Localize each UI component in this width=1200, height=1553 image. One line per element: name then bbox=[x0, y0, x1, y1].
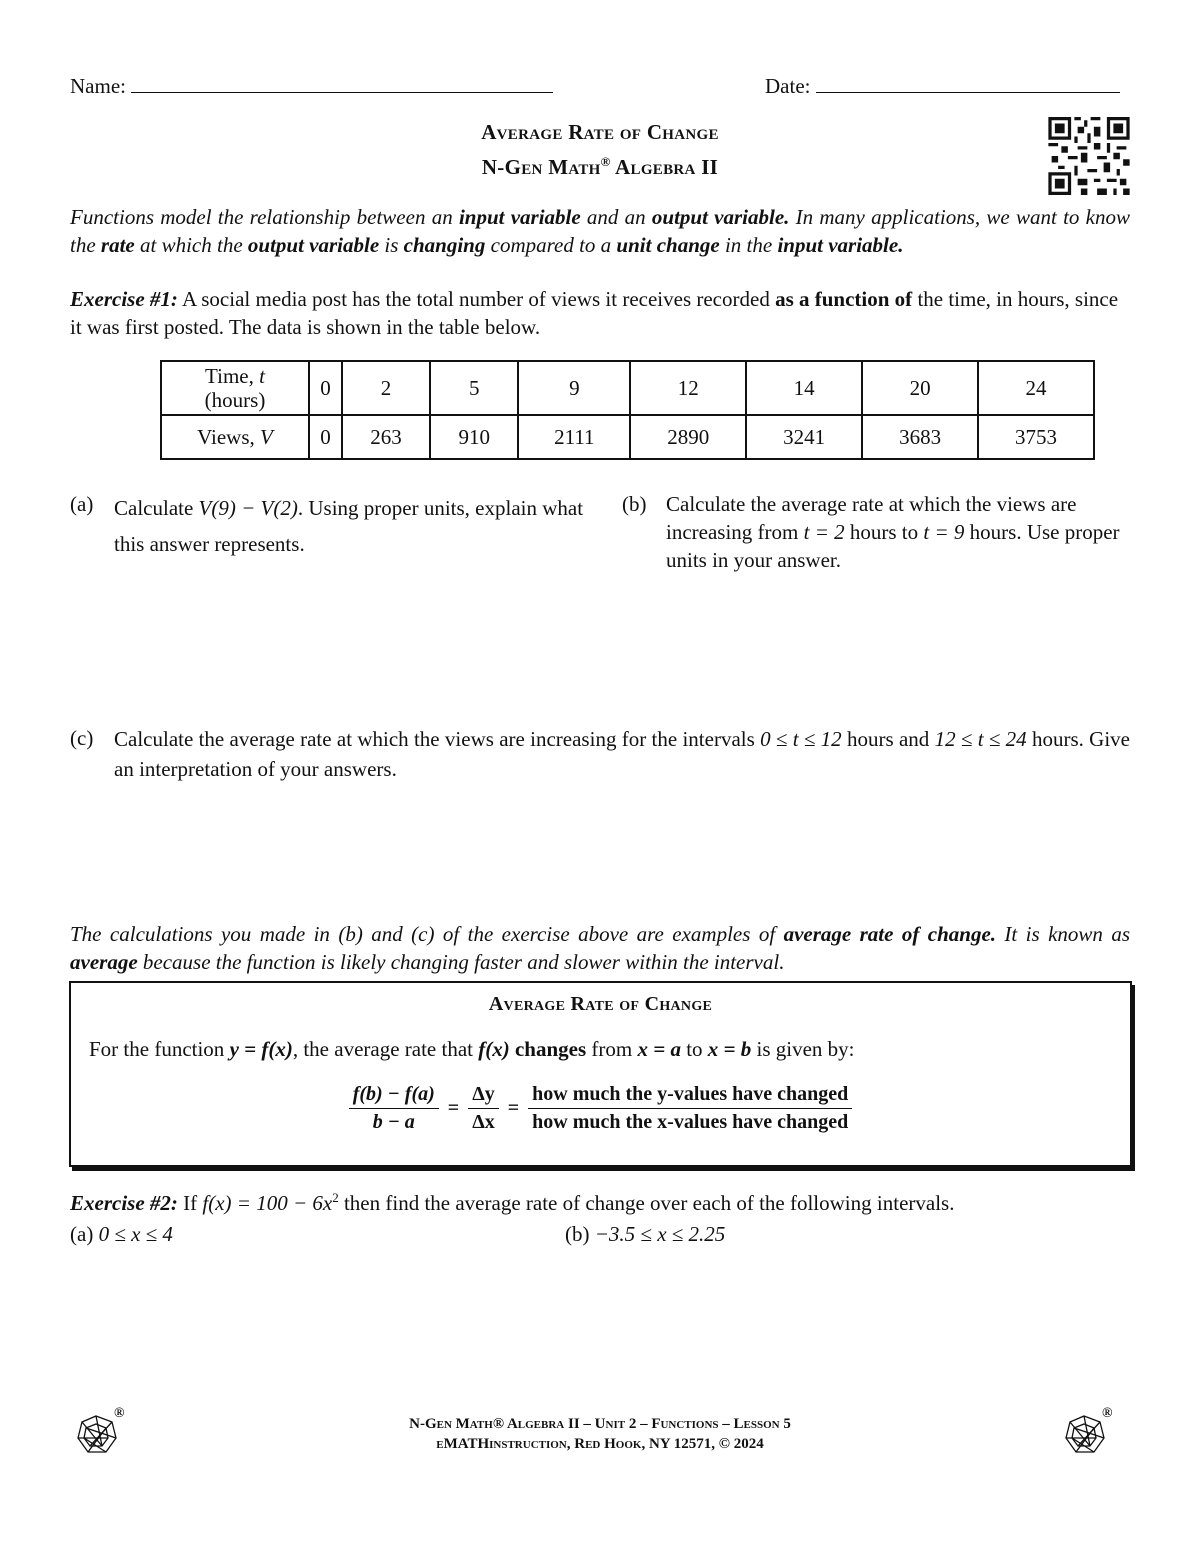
part-a-text: Calculate V(9) − V(2). Using proper units, explain what this answer represents. bbox=[114, 496, 584, 556]
table-header-time: Time, t (hours) bbox=[161, 361, 309, 415]
footer-line2: eMATHinstruction, Red Hook, NY 12571, © 2024 bbox=[436, 1436, 764, 1452]
table-cell: 2 bbox=[342, 361, 430, 415]
table-cell: 2111 bbox=[518, 415, 630, 459]
exercise1-label: Exercise #1: bbox=[70, 287, 178, 311]
formula-fraction-1: $\frac{f(b) - f(a)}{b - a}$ bbox=[349, 1083, 439, 1134]
intro-paragraph: Functions model the relationship between an input variable and an output variable. In many applications, we want to know the rate at which the output variable is changing compared to a unit change in the input variable. bbox=[70, 205, 1130, 257]
definition-formula: $\frac{f(b) - f(a)}{b - a}$ = $\frac{\Delta y}{\Delta x}$ = $\frac{\text{how much the y-values have changed}}{\text{how much the x-values have changed}}$ bbox=[71, 1083, 1130, 1134]
qr-code-icon bbox=[1048, 117, 1130, 195]
logo-registered-left: ® bbox=[114, 1406, 125, 1421]
name-label: Name: bbox=[70, 74, 126, 98]
date-label: Date: bbox=[765, 74, 811, 98]
footer bbox=[300, 1414, 900, 1454]
table-cell: 3683 bbox=[862, 415, 978, 459]
average-rate-intro: The calculations you made in (b) and (c) of the exercise above are examples of average rate of change. It is known as average because the function is likely changing faster and slower within the interval. bbox=[70, 922, 1130, 974]
date-line bbox=[765, 72, 1120, 100]
formula-fraction-2: $\frac{\Delta y}{\Delta x}$ bbox=[468, 1083, 499, 1134]
exercise2-label: Exercise #2: bbox=[70, 1191, 178, 1215]
table-cell: 14 bbox=[746, 361, 862, 415]
logo-registered-right: ® bbox=[1102, 1406, 1113, 1421]
definition-box bbox=[69, 981, 1132, 1167]
table-cell: 263 bbox=[342, 415, 430, 459]
exercise2-part-b: (b) −3.5 ≤ x ≤ 2.25 bbox=[565, 1222, 726, 1246]
table-header-views: Views, V bbox=[161, 415, 309, 459]
table-cell: 24 bbox=[978, 361, 1094, 415]
definition-text: For the function y = f(x), the average rate that f(x) changes from x = a to x = b is given by: bbox=[89, 1037, 855, 1061]
part-c-text: Calculate the average rate at which the views are increasing for the intervals 0 ≤ t ≤ 12 hours and 12 ≤ t ≤ 24 hours. Give an interpretation of your answers. bbox=[114, 727, 1131, 781]
table-cell: 9 bbox=[518, 361, 630, 415]
table-cell: 20 bbox=[862, 361, 978, 415]
part-b-label: (b) bbox=[622, 492, 647, 516]
title-line2: N-Gen Math® Algebra II bbox=[481, 154, 719, 179]
page-title bbox=[300, 117, 900, 182]
definition-title: Average Rate of Change bbox=[488, 993, 713, 1015]
table-cell: 5 bbox=[430, 361, 518, 415]
name-line bbox=[70, 72, 553, 100]
views-table bbox=[160, 360, 1095, 460]
table-cell: 3241 bbox=[746, 415, 862, 459]
table-row-views bbox=[161, 415, 1094, 459]
table-cell: 3753 bbox=[978, 415, 1094, 459]
exercise1-prompt: Exercise #1: A social media post has the total number of views it receives recorded as a function of the time, in hours, since it was first posted. The data is shown in the table below. bbox=[70, 287, 1119, 339]
title-line1: Average Rate of Change bbox=[481, 120, 719, 144]
name-blank[interactable] bbox=[131, 74, 553, 93]
formula-fraction-3: $\frac{\text{how much the y-values have changed}}{\text{how much the x-values have changed}}$ bbox=[528, 1083, 852, 1134]
table-cell: 0 bbox=[309, 415, 342, 459]
date-blank[interactable] bbox=[816, 74, 1120, 93]
exercise2-part-a: (a) 0 ≤ x ≤ 4 bbox=[70, 1222, 173, 1246]
table-cell: 910 bbox=[430, 415, 518, 459]
table-cell: 0 bbox=[309, 361, 342, 415]
part-a-label: (a) bbox=[70, 492, 94, 516]
table-cell: 12 bbox=[630, 361, 746, 415]
table-row-time bbox=[161, 361, 1094, 415]
table-cell: 2890 bbox=[630, 415, 746, 459]
part-c-label: (c) bbox=[70, 726, 94, 750]
exercise2-prompt: Exercise #2: If $f(x) = 100 - 6x^2$ then find the average rate of change over each of the following intervals. bbox=[70, 1190, 955, 1215]
part-b-text: Calculate the average rate at which the views are increasing from t = 2 hours to t = 9 hours. Use proper units in your answer. bbox=[666, 492, 1120, 572]
footer-line1: N-Gen Math® Algebra II – Unit 2 – Functions – Lesson 5 bbox=[409, 1416, 791, 1432]
